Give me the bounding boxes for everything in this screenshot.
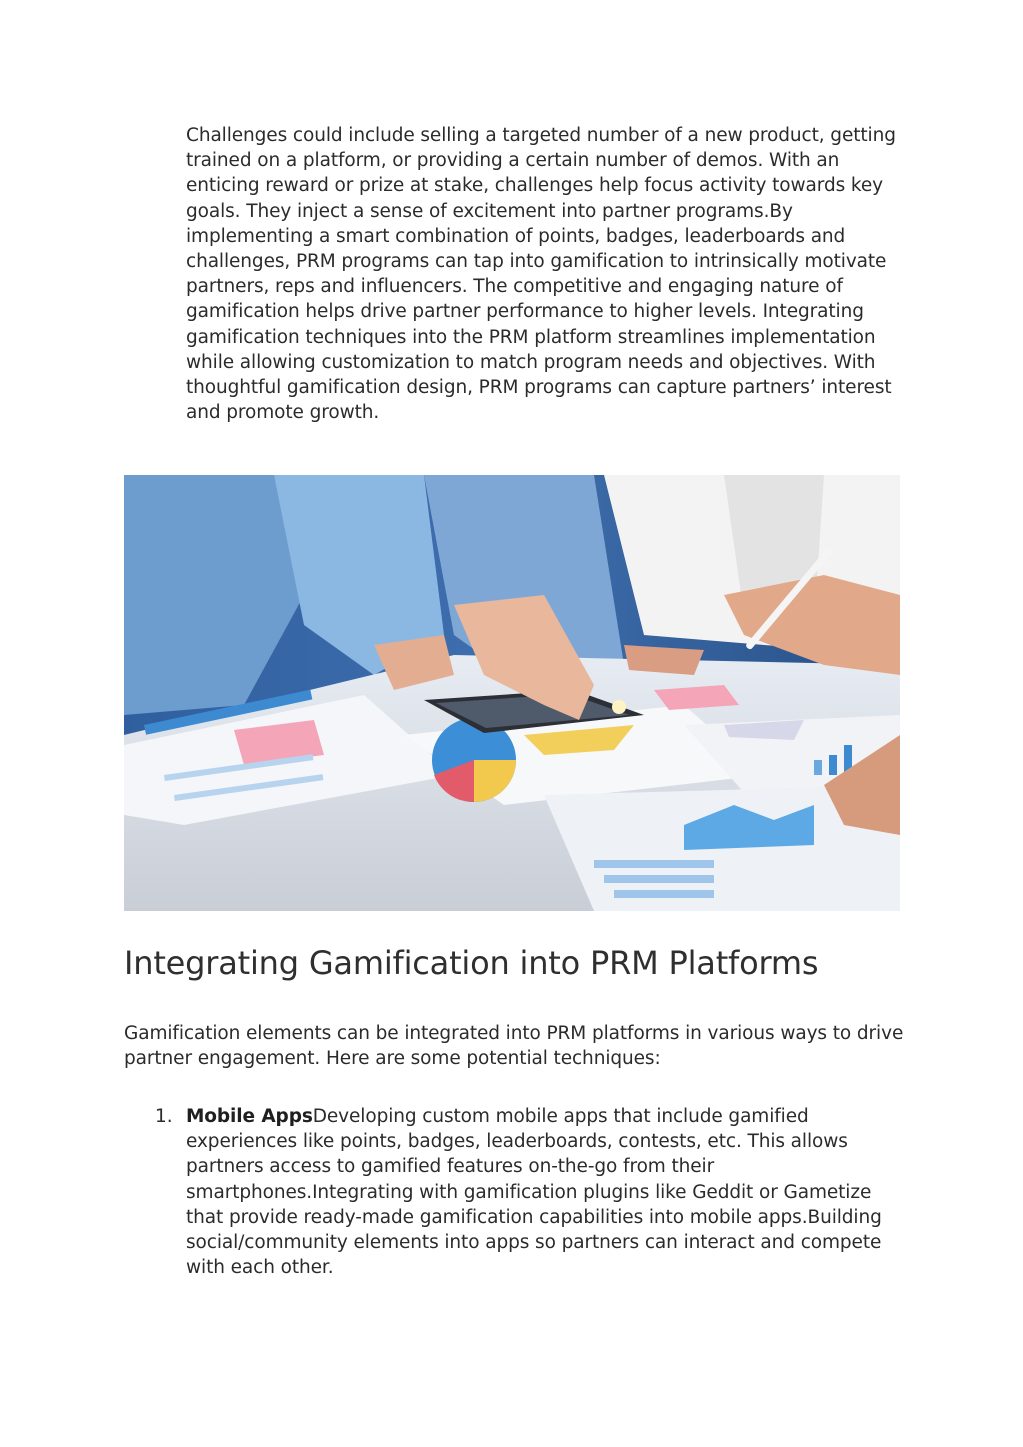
list-marker: 1. xyxy=(155,1106,173,1127)
section-heading: Integrating Gamification into PRM Platforms xyxy=(124,944,819,982)
intro-paragraph: Challenges could include selling a targeted number of a new product, getting trained on a platform, or providing a certain number of demos. With an enticing reward or prize at stake, challenges help focus activity towards key goals. They inject a sense of excitement into partner programs.By implementing a smart combination of points, badges, leaderboards and challenges, PRM programs can tap into gamification to intrinsically motivate partners, reps and influencers. The competitive and engaging nature of gamification helps drive partner performance to higher levels. Integrating gamification techniques into the PRM platform streamlines implementation while allowing customization to match program needs and objectives. With thoughtful gamification design, PRM programs can capture partners’ interest and promote growth. xyxy=(186,125,896,424)
list-item-body xyxy=(186,1104,904,1280)
team-meeting-photo xyxy=(124,475,900,911)
section-paragraph: Gamification elements can be integrated into PRM platforms in various ways to drive partner engagement. Here are some potential techniques: xyxy=(124,1023,904,1070)
list-item-title: Mobile Apps xyxy=(186,1106,313,1127)
list-item-text: Developing custom mobile apps that include gamified experiences like points, badges, leaderboards, contests, etc. This allows partners access to gamified features on-the-go from their smartphones.Integrating with gamification plugins like Geddit or Gametize that provide ready-made gamification capabilities into mobile apps.Building social/community elements into apps so partners can interact and compete with each other. xyxy=(186,1106,882,1279)
